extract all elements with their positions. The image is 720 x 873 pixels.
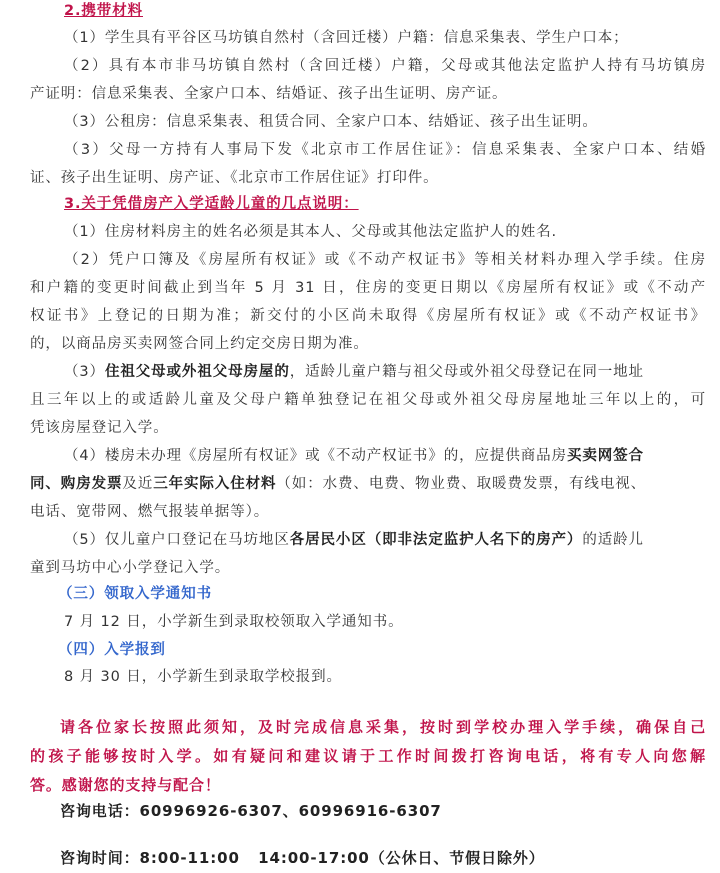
section3-p4-line3: 电话、宽带网、燃气报装单据等）。 <box>30 504 270 520</box>
section-c-title: （三）领取入学通知书 <box>58 586 212 602</box>
section3-p5-line1 <box>64 526 644 555</box>
section2-title: 2.携带材料 <box>64 3 143 19</box>
section3-p2-line2: 和户籍的变更时间截止到当年 5 月 31 日，住房的变更日期以《房屋所有权证》或《不动产 <box>30 280 706 296</box>
section3-p4-bold3: 三年实际入住材料 <box>153 476 277 492</box>
section3-p4-prefix: （4）楼房未办理《房屋所有权证》或《不动产权证书》的，应提供商品房 <box>64 448 567 464</box>
section3-p4-bold2: 同、购房发票 <box>30 476 123 492</box>
notice-line1: 请各位家长按照此须知，及时完成信息采集，按时到学校办理入学手续，确保自己 <box>60 718 706 736</box>
section-d-title: （四）入学报到 <box>58 642 166 658</box>
section2-item3: （3）公租房：信息采集表、租赁合同、全家户口本、结婚证、孩子出生证明。 <box>64 114 598 130</box>
section3-p3-rest: ，适龄儿童户籍与祖父母或外祖父母登记在同一地址 <box>289 364 644 380</box>
section3-p5-prefix: （5）仅儿童户口登记在马坊地区 <box>64 532 290 548</box>
section3-p4-line1 <box>64 442 644 471</box>
section-c-text: 7 月 12 日，小学新生到录取校领取入学通知书。 <box>64 614 404 630</box>
section2-item2-line2: 产证明：信息采集表、全家户口本、结婚证、孩子出生证明、房产证。 <box>30 86 508 102</box>
section3-p4-rest: （如：水费、电费、物业费、取暖费发票，有线电视、 <box>276 476 647 492</box>
section3-p4-mid: 及近 <box>122 476 154 492</box>
section3-p5-line2: 童到马坊中心小学登记入学。 <box>30 560 231 576</box>
section2-item2-line1: （2）具有本市非马坊镇自然村（含回迁楼）户籍，父母或其他法定监护人持有马坊镇房 <box>64 58 706 74</box>
section3-p5-rest: 的适龄儿 <box>582 532 644 548</box>
contact-phone: 咨询电话：60996926-6307、60996916-6307 <box>60 802 442 820</box>
section2-item4-line2: 证、孩子出生证明、房产证、《北京市工作居住证》打印件。 <box>30 170 439 186</box>
section3-p2-line4: 的，以商品房买卖网签合同上约定交房日期为准。 <box>30 336 369 352</box>
notice-line2: 的孩子能够按时入学。如有疑问和建议请于工作时间拨打咨询电话，将有专人向您解 <box>30 747 706 765</box>
section2-item4-line1: （3）父母一方持有人事局下发《北京市工作居住证》：信息采集表、全家户口本、结婚 <box>64 142 706 158</box>
notice-line3: 答。感谢您的支持与配合！ <box>30 776 221 794</box>
section3-p3-bold: 住祖父母或外祖父母房屋的 <box>104 364 290 380</box>
section3-p5-bold: 各居民小区（即非法定监护人名下的房产） <box>289 532 583 548</box>
contact-hours: 咨询时间：8:00-11:00 14:00-17:00（公休日、节假日除外） <box>60 849 545 867</box>
section-d-text: 8 月 30 日，小学新生到录取学校报到。 <box>64 669 342 685</box>
section3-title: 3.关于凭借房产入学适龄儿童的几点说明： <box>64 196 359 212</box>
section3-p4-line2 <box>30 470 646 499</box>
section3-p2-line3: 权证书》上登记的日期为准；新交付的小区尚未取得《房屋所有权证》或《不动产权证书》 <box>30 308 706 324</box>
section3-p3-line3: 凭该房屋登记入学。 <box>30 420 169 436</box>
section3-p4-bold1: 买卖网签合 <box>566 448 644 464</box>
section3-p2-line1: （2）凭户口簿及《房屋所有权证》或《不动产权证书》等相关材料办理入学手续。住房 <box>64 252 706 268</box>
section3-p3-line2: 且三年以上的或适龄儿童及父母户籍单独登记在祖父母或外祖父母房屋地址三年以上的，可 <box>30 392 706 408</box>
section2-item1: （1）学生具有平谷区马坊镇自然村（含回迁楼）户籍：信息采集表、学生户口本； <box>64 30 629 46</box>
section3-p3-prefix: （3） <box>64 364 105 380</box>
section3-p1: （1）住房材料房主的姓名必须是其本人、父母或其他法定监护人的姓名. <box>64 224 558 240</box>
section3-p3-line1 <box>64 358 644 387</box>
